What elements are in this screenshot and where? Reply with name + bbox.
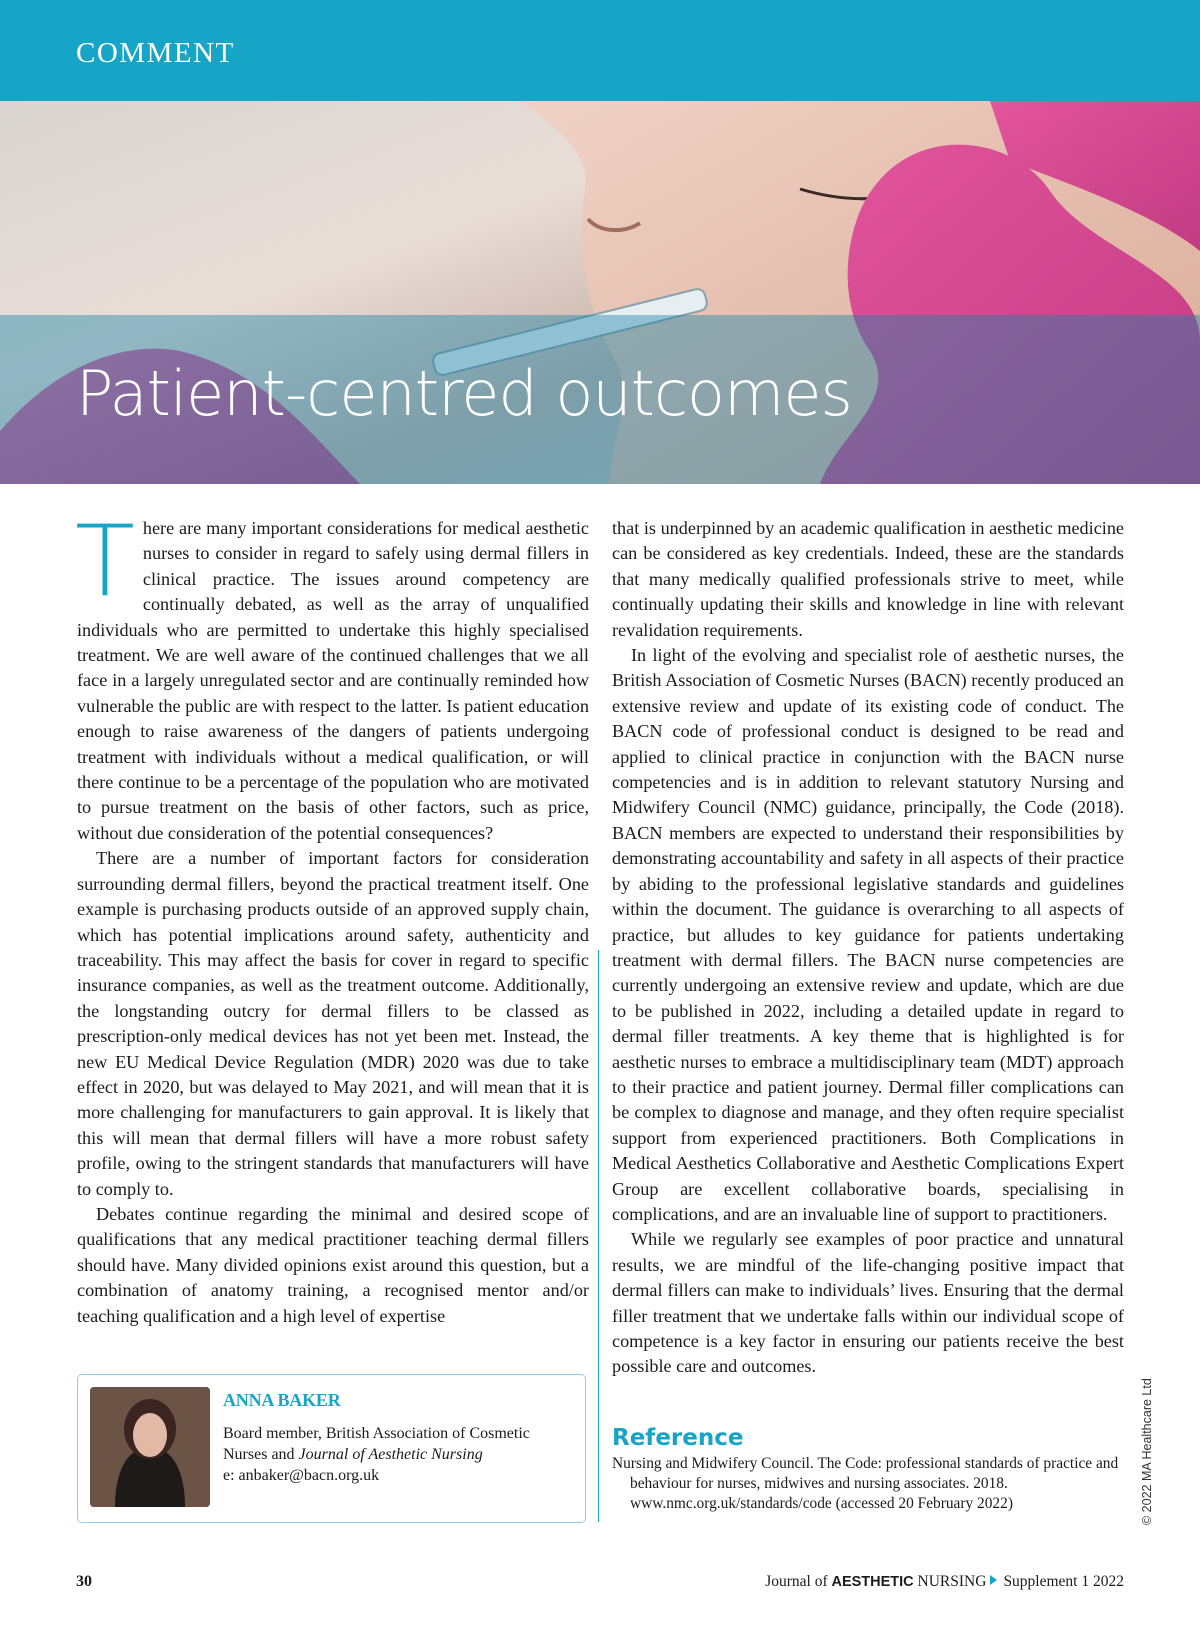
paragraph: While we regularly see examples of poor practice and unnatural results, we are mindful of the life-changing positive impact that dermal fillers can make to individuals’ lives. Ensuring that the dermal filler treatment that we undertake falls within our individual scope of competence is a key factor in ensuring our patients receive the best possible care and outcomes. (612, 1229, 1124, 1377)
author-affiliation: Board member, British Association of Cosmetic Nurses and Journal of Aesthetic Nursing e: anbaker@bacn.org.uk (223, 1425, 530, 1484)
author-email[interactable]: e: anbaker@bacn.org.uk (223, 1467, 380, 1484)
section-label: COMMENT (76, 37, 235, 69)
reference-heading: Reference (612, 1425, 744, 1451)
paragraph: There are many important considerations for medical aesthetic nurses to consider in regard to safely using dermal fillers in clinical practice. The issues around competency are continually debated, as well as the array of unqualified individuals who are permitted to undertake this highly specialised treatment. We are well aware of the continued challenges that we all face in a largely unregulated sector and are continually reminded how vulnerable the public are with respect to the latter. Is patient education enough to raise awareness of the dangers of patients undergoing treatment with individuals without a medical qualification, or will there continue to be a percentage of the population who are motivated to pursue treatment on the basis of other factors, such as price, without due consideration of the potential consequences? (75, 505, 589, 843)
reference-text: Nursing and Midwifery Council. The Code: professional standards of practice and behaviour for nurses, midwives and nursing associates. 2018. www.nmc.org.uk/standards/code (accessed 20 February 2022) (612, 1455, 1119, 1512)
page-number: 30 (76, 1573, 92, 1590)
article-right-column (612, 516, 1124, 1380)
header-bar (0, 0, 1200, 101)
paragraph: Debates continue regarding the minimal and desired scope of qualifications that any medical practitioner teaching dermal fillers should have. Many divided opinions exist around this question, but a combination of anatomy training, a recognised mentor and/or teaching qualification and a high level of expertise (77, 1203, 589, 1326)
column-divider (598, 950, 599, 1522)
author-box (77, 1374, 586, 1523)
copyright-note: © 2022 MA Healthcare Ltd (1140, 1378, 1154, 1525)
author-photo (90, 1387, 210, 1507)
paragraph: In light of the evolving and specialist role of aesthetic nurses, the British Association of Cosmetic Nurses (BACN) recently produced an extensive review and update of its existing code of conduct. The BACN code of professional conduct is designed to be read and applied to clinical practice in conjunction with the BACN nurse competencies and is in addition to relevant statutory Nursing and Midwifery Council (NMC) guidance, principally, the Code (2018). BACN members are expected to understand their responsibilities by demonstrating accountability and safety in all aspects of their practice by abiding to the professional legislative standards and guidelines within the document. The guidance is overarching to all aspects of practice, but alludes to key guidance for patients undertaking treatment with dermal fillers. The BACN nurse competencies are currently undergoing an extensive review and update, which are due to be published in 2022, including a detailed update in regard to dermal filler treatments. A key theme that is highlighted is for aesthetic nurses to embrace a multidisciplinary team (MDT) approach to their practice and patient journey. Dermal filler complications can be complex to diagnose and manage, and they often require specialist support from experienced practitioners. Both Complications in Medical Aesthetics Collaborative and Aesthetic Complications Expert Group are excellent collaborative boards, specialising in complications, and are an invaluable line of support to practitioners. (612, 645, 1124, 1224)
article-title: Patient-centred outcomes (76, 357, 852, 430)
paragraph: that is underpinned by an academic qualification in aesthetic medicine can be considered as key credentials. Indeed, these are the standards that many medically qualified professionals strive to meet, while continually updating their skills and knowledge in line with relevant revalidation requirements. (612, 518, 1124, 640)
arrow-right-icon (990, 1575, 997, 1585)
hero-image (0, 101, 1200, 484)
paragraph: There are a number of important factors for consideration surrounding dermal fillers, beyond the practical treatment itself. One example is purchasing products outside of an approved supply chain, which has potential implications around safety, authenticity and traceability. This may affect the basis for cover in regard to specific insurance companies, as well as the treatment outcome. Additionally, the longstanding outcry for dermal fillers to be classed as prescription-only medical devices has not yet been met. Instead, the new EU Medical Device Regulation (MDR) 2020 was due to take effect in 2020, but was delayed to May 2021, and will mean that it is more challenging for manufacturers to gain approval. It is likely that this will mean that dermal fillers will have a more robust safety profile, owing to the stringent standards that manufacturers will have to comply to. (77, 848, 589, 1199)
author-name: ANNA BAKER (223, 1390, 341, 1410)
footer-journal: Journal of AESTHETIC NURSING Supplement 1 2022 (765, 1573, 1124, 1590)
article-left-column (75, 505, 589, 1329)
drop-cap: T (75, 505, 135, 619)
